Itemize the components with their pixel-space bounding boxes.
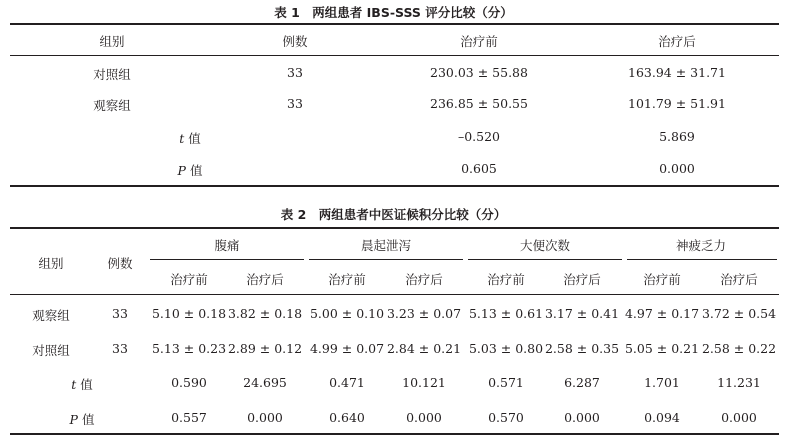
table1-p-after: 0.000 <box>659 161 695 176</box>
table2-row-group: 观察组 <box>32 308 70 323</box>
table2-sub-after: 治疗后 <box>405 272 443 287</box>
p-label-text: 值 <box>185 163 203 178</box>
table2-p-value: 0.000 <box>721 410 757 425</box>
table2-sub-after: 治疗后 <box>720 272 758 287</box>
table2-value: 2.58 ± 0.35 <box>544 341 620 356</box>
table2-t-value: 1.701 <box>644 375 680 390</box>
table2-subheader-rule <box>468 259 622 260</box>
table2-value: 3.23 ± 0.07 <box>386 306 462 321</box>
table2-t-value: 11.231 <box>717 375 761 390</box>
table1-row-n: 33 <box>287 65 303 80</box>
table2-p-value: 0.000 <box>406 410 442 425</box>
table2-value: 5.00 ± 0.10 <box>309 306 385 321</box>
table2-header-rule <box>10 294 779 295</box>
table2-header-group: 组别 <box>38 256 64 271</box>
table1-row-n: 33 <box>287 96 303 111</box>
t-symbol: t <box>179 131 185 146</box>
table2-value: 5.10 ± 0.18 <box>151 306 227 321</box>
table2-p-label <box>70 410 95 428</box>
table1-row-before: 236.85 ± 50.55 <box>430 96 528 111</box>
table1-p-before: 0.605 <box>461 161 497 176</box>
p-symbol: P <box>177 163 186 178</box>
t-label-text: 值 <box>184 131 201 146</box>
table2-t-value: 0.590 <box>171 375 207 390</box>
t-label-text: 值 <box>76 377 93 392</box>
table2-subheader-rule <box>150 259 304 260</box>
table2-value: 4.99 ± 0.07 <box>309 341 385 356</box>
t-symbol: t <box>71 377 77 392</box>
table2-sub-before: 治疗前 <box>487 272 525 287</box>
table2-t-value: 0.471 <box>329 375 365 390</box>
table2-p-value: 0.000 <box>247 410 283 425</box>
table2-subheader-rule <box>309 259 463 260</box>
table1-row-after: 163.94 ± 31.71 <box>628 65 726 80</box>
table2-p-value: 0.094 <box>644 410 680 425</box>
table1-t-label <box>179 129 201 147</box>
table1-header-rule <box>10 55 779 56</box>
table2-p-value: 0.557 <box>171 410 207 425</box>
table1-p-label <box>178 161 203 179</box>
table1-header-after: 治疗后 <box>658 34 696 49</box>
table1-t-before: –0.520 <box>457 129 501 144</box>
table2-symptom-header: 神疲乏力 <box>675 238 727 253</box>
table2-subheader-rule <box>627 259 777 260</box>
table2-caption: 表 2 两组患者中医证候积分比较（分） <box>280 207 507 222</box>
table2-sub-before: 治疗前 <box>328 272 366 287</box>
table1-caption: 表 1 两组患者 IBS-SSS 评分比较（分） <box>274 5 513 20</box>
table2-top-rule <box>10 227 779 229</box>
table1-header-before: 治疗前 <box>460 34 498 49</box>
table2-value: 2.58 ± 0.22 <box>701 341 777 356</box>
table2-sub-before: 治疗前 <box>170 272 208 287</box>
table2-value: 5.13 ± 0.61 <box>468 306 544 321</box>
table1-row-group: 观察组 <box>93 98 131 113</box>
table2-sub-after: 治疗后 <box>563 272 601 287</box>
table2-value: 3.17 ± 0.41 <box>544 306 620 321</box>
table2-row-group: 对照组 <box>32 343 70 358</box>
table2-value: 3.82 ± 0.18 <box>227 306 303 321</box>
table1-header-n: 例数 <box>282 34 308 49</box>
table2-t-value: 10.121 <box>402 375 446 390</box>
table2-p-value: 0.640 <box>329 410 365 425</box>
table2-sub-after: 治疗后 <box>246 272 284 287</box>
table2-value: 2.89 ± 0.12 <box>227 341 303 356</box>
table2-symptom-header: 腹痛 <box>214 238 240 253</box>
table2-sub-before: 治疗前 <box>643 272 681 287</box>
table2-header-n: 例数 <box>107 256 133 271</box>
table2-value: 5.05 ± 0.21 <box>624 341 700 356</box>
table1-row-group: 对照组 <box>93 67 131 82</box>
table2-p-value: 0.570 <box>488 410 524 425</box>
table2-p-value: 0.000 <box>564 410 600 425</box>
p-symbol: P <box>69 412 78 427</box>
table2-value: 3.72 ± 0.54 <box>701 306 777 321</box>
table2-t-label <box>71 375 93 393</box>
table2-bottom-rule <box>10 433 779 435</box>
table1-row-after: 101.79 ± 51.91 <box>628 96 726 111</box>
table2-value: 5.03 ± 0.80 <box>468 341 544 356</box>
table2-t-value: 24.695 <box>243 375 287 390</box>
table2-t-value: 0.571 <box>488 375 524 390</box>
table2-value: 2.84 ± 0.21 <box>386 341 462 356</box>
table2-value: 4.97 ± 0.17 <box>624 306 700 321</box>
table2-symptom-header: 大便次数 <box>519 238 571 253</box>
table1-top-rule <box>10 23 779 25</box>
table1-t-after: 5.869 <box>659 129 695 144</box>
table1-header-group: 组别 <box>99 34 125 49</box>
table2-row-n: 33 <box>112 341 128 356</box>
p-label-text: 值 <box>77 412 95 427</box>
table2-value: 5.13 ± 0.23 <box>151 341 227 356</box>
table2-row-n: 33 <box>112 306 128 321</box>
table1-bottom-rule <box>10 185 779 187</box>
table1-row-before: 230.03 ± 55.88 <box>430 65 528 80</box>
table2-symptom-header: 晨起泄泻 <box>360 238 412 253</box>
table2-t-value: 6.287 <box>564 375 600 390</box>
